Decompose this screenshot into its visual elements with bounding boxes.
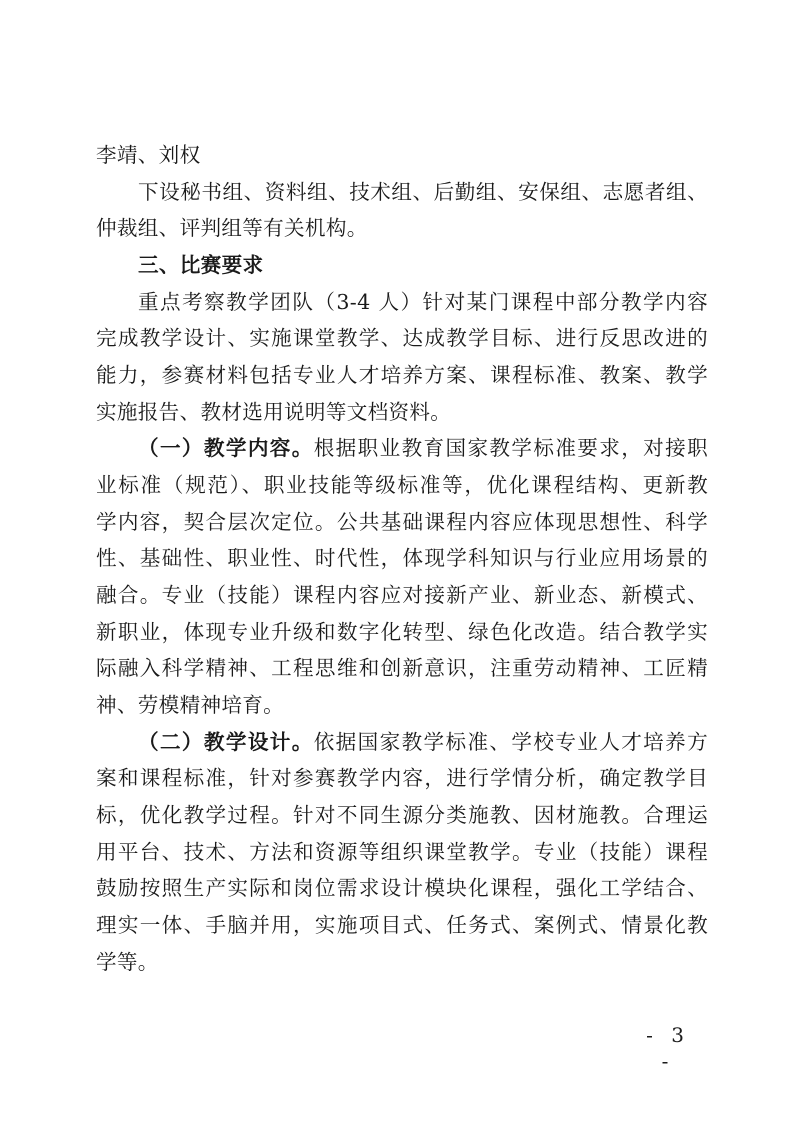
page-number: - 3 - — [646, 1023, 690, 1073]
text-line: 重点考察教学团队（3-4 人）针对某门课程中部分教学内容 — [138, 290, 708, 314]
text-line: 学内容，契合层次定位。公共基础课程内容应体现思想性、科学 — [96, 510, 708, 534]
text-line: 学等。 — [96, 950, 159, 974]
text-line: 融合。专业（技能）课程内容应对接新产业、新业态、新模式、 — [96, 583, 708, 607]
text-line: 案和课程标准，针对参赛教学内容，进行学情分析，确定教学目 — [96, 766, 708, 790]
text-line: 鼓励按照生产实际和岗位需求设计模块化课程，强化工学结合、 — [96, 876, 708, 900]
text-line: 用平台、技术、方法和资源等组织课堂教学。专业（技能）课程 — [96, 840, 708, 864]
text-line: 性、基础性、职业性、时代性，体现学科知识与行业应用场景的 — [96, 546, 708, 570]
text-line: 实施报告、教材选用说明等文档资料。 — [96, 400, 452, 424]
text-line: 际融入科学精神、工程思维和创新意识，注重劳动精神、工匠精 — [96, 656, 708, 680]
text-line: 神、劳模精神培育。 — [96, 693, 285, 717]
text-line: 能力，参赛材料包括专业人才培养方案、课程标准、教案、教学 — [96, 363, 708, 387]
text-line: 业标准（规范）、职业技能等级标准等，优化课程结构、更新教 — [96, 473, 708, 497]
text-line — [138, 433, 708, 463]
text-line: 完成教学设计、实施课堂教学、达成教学目标、进行反思改进的 — [96, 326, 708, 350]
subsection-title: （二）教学设计。 — [138, 730, 314, 754]
text-line — [138, 727, 708, 757]
text-line: 新职业，体现专业升级和数字化转型、绿色化改造。结合教学实 — [96, 620, 708, 644]
text-line: 理实一体、手脑并用，实施项目式、任务式、案例式、情景化教 — [96, 913, 708, 937]
subsection-title: （一）教学内容。 — [138, 436, 314, 460]
text-line: 标，优化教学过程。针对不同生源分类施教、因材施教。合理运 — [96, 803, 708, 827]
text-line: 下设秘书组、资料组、技术组、后勤组、安保组、志愿者组、 — [138, 180, 708, 204]
text-line: 李靖、刘权 — [96, 143, 201, 167]
section-heading: 三、比赛要求 — [138, 253, 264, 277]
text-run: 依据国家教学标准、学校专业人才培养方 — [313, 730, 708, 754]
text-line: 仲裁组、评判组等有关机构。 — [96, 216, 368, 240]
text-run: 根据职业教育国家教学标准要求，对接职 — [313, 436, 708, 460]
